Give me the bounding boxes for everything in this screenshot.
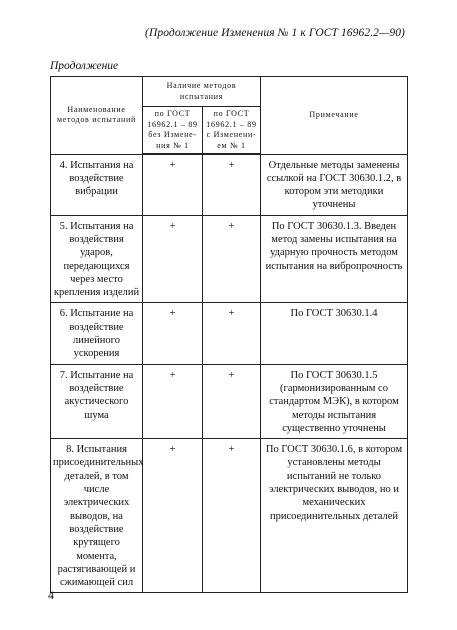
mark-with-change: + [203, 364, 261, 438]
note-cell: По ГОСТ 30630.1.4 [261, 303, 408, 364]
continuation-label: Продолжение [50, 60, 119, 72]
mark-without-change: + [143, 439, 203, 593]
header-note: Примечание [261, 77, 408, 155]
mark-with-change: + [203, 303, 261, 364]
test-name-cell: 4. Испытания на воздействие вибрации [51, 154, 143, 215]
note-cell: По ГОСТ 30630.1.6, в котором установлены методы испытаний не только электрических выводов, но и механических присоединительных деталей [261, 439, 408, 593]
test-name-cell: 6. Испытание на воздействие линейного ускорения [51, 303, 143, 364]
table-row [51, 439, 408, 593]
header-with-change: по ГОСТ 16962.1 – 89 с Изменени-ем № 1 [203, 107, 261, 155]
mark-without-change: + [143, 154, 203, 215]
table-row [51, 215, 408, 303]
mark-with-change: + [203, 439, 261, 593]
test-name-cell: 5. Испытания на воздействия ударов, передающихся через место крепления изделий [51, 215, 143, 303]
note-cell: По ГОСТ 30630.1.3. Введен метод замены испытания на ударную прочность методом испытания на вибропрочность [261, 215, 408, 303]
table-row [51, 364, 408, 438]
note-cell: По ГОСТ 30630.1.5 (гармонизированным со стандартом МЭК), в котором методы испытания существенно уточнены [261, 364, 408, 438]
mark-without-change: + [143, 215, 203, 303]
table-row [51, 154, 408, 215]
mark-with-change: + [203, 154, 261, 215]
mark-without-change: + [143, 303, 203, 364]
header-without-change: по ГОСТ 16962.1 – 89 без Измене-ния № 1 [143, 107, 203, 155]
header-methods-availability: Наличие методов испытания [143, 77, 261, 107]
note-cell: Отдельные методы заменены ссылкой на ГОСТ 30630.1.2, в котором эти методики уточнены [261, 154, 408, 215]
test-name-cell: 7. Испытание на воздействие акустического шума [51, 364, 143, 438]
test-name-cell: 8. Испытания присоединительных деталей, в том числе электрических выводов, на воздействие крутящего момента, растягивающей и сжимающей сил [51, 439, 143, 593]
test-methods-table [50, 76, 408, 593]
page-number: 4 [48, 588, 54, 602]
mark-without-change: + [143, 364, 203, 438]
header-test-method-name: Наименование методов испытаний [51, 77, 143, 155]
table-row [51, 303, 408, 364]
mark-with-change: + [203, 215, 261, 303]
document-header: (Продолжение Изменения № 1 к ГОСТ 16962.2—90) [145, 27, 405, 39]
